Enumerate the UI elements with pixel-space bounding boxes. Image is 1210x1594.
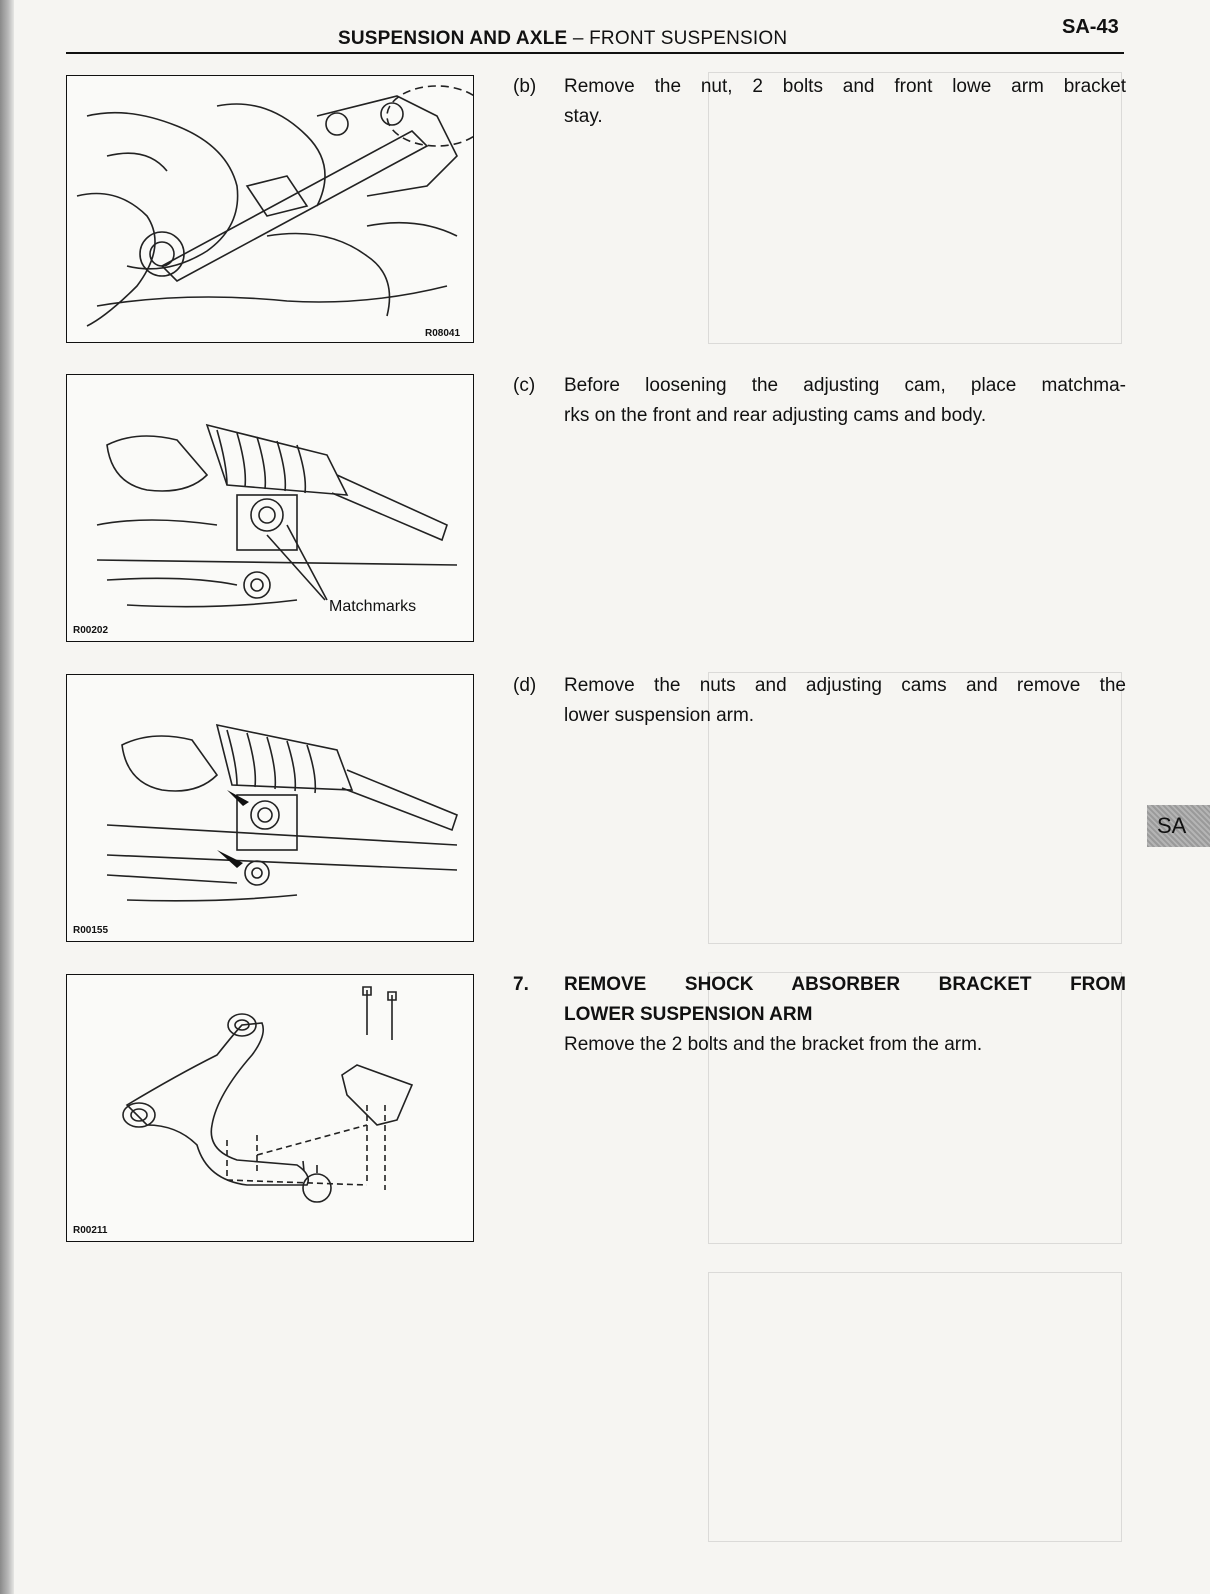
step-c bbox=[513, 371, 1126, 431]
step-7 bbox=[513, 970, 1126, 1062]
step-text bbox=[564, 72, 1126, 132]
figure-shock-bracket bbox=[66, 974, 474, 1242]
page-binding-edge bbox=[0, 0, 14, 1594]
figure-adjusting-cams-drawing bbox=[67, 675, 473, 941]
step-text bbox=[564, 371, 1126, 431]
step-heading-line-1: REMOVE SHOCK ABSORBER BRACKET FROM bbox=[564, 974, 1126, 995]
section-tab-sa: SA bbox=[1147, 805, 1210, 847]
figure-matchmarks bbox=[66, 374, 474, 642]
step-text-line-2: rks on the front and rear adjusting cams and body. bbox=[564, 405, 987, 426]
figure-callout-matchmarks: Matchmarks bbox=[329, 598, 417, 615]
figure-bracket-stay-drawing bbox=[67, 76, 473, 342]
step-instruction: Remove the 2 bolts and the bracket from the arm. bbox=[564, 1034, 983, 1055]
figure-code: R00211 bbox=[73, 1225, 108, 1236]
bleed-through-figure-4 bbox=[708, 1272, 1122, 1542]
header-rule bbox=[66, 52, 1124, 54]
step-text-line-2: stay. bbox=[564, 106, 603, 127]
header-title-dash: – bbox=[572, 28, 584, 49]
figure-code: R00155 bbox=[73, 925, 109, 936]
step-text-line-2: lower suspension arm. bbox=[564, 705, 755, 726]
page-header-title bbox=[338, 28, 787, 50]
step-b bbox=[513, 72, 1126, 132]
step-text-line-1: Before loosening the adjusting cam, place matchma- bbox=[564, 375, 1126, 396]
step-label: (c) bbox=[513, 375, 536, 396]
step-number: 7. bbox=[513, 974, 529, 995]
figure-code: R00202 bbox=[73, 625, 109, 636]
step-text-line-1: Remove the nuts and adjusting cams and remove the bbox=[564, 675, 1126, 696]
step-d bbox=[513, 671, 1126, 731]
figure-bracket-stay bbox=[66, 75, 474, 343]
header-title-main: SUSPENSION AND AXLE bbox=[338, 28, 568, 49]
figure-shock-bracket-drawing bbox=[67, 975, 473, 1241]
step-text-line-1: Remove the nut, 2 bolts and front lowe arm bracket bbox=[564, 76, 1126, 97]
figure-code: R08041 bbox=[425, 328, 461, 339]
step-label: (b) bbox=[513, 76, 537, 97]
step-text bbox=[564, 671, 1126, 731]
header-title-sub: FRONT SUSPENSION bbox=[589, 28, 788, 49]
step-text bbox=[564, 970, 1126, 1060]
step-label: (d) bbox=[513, 675, 537, 696]
page-number: SA-43 bbox=[1062, 16, 1119, 38]
figure-adjusting-cams bbox=[66, 674, 474, 942]
step-heading-line-2: LOWER SUSPENSION ARM bbox=[564, 1004, 813, 1025]
